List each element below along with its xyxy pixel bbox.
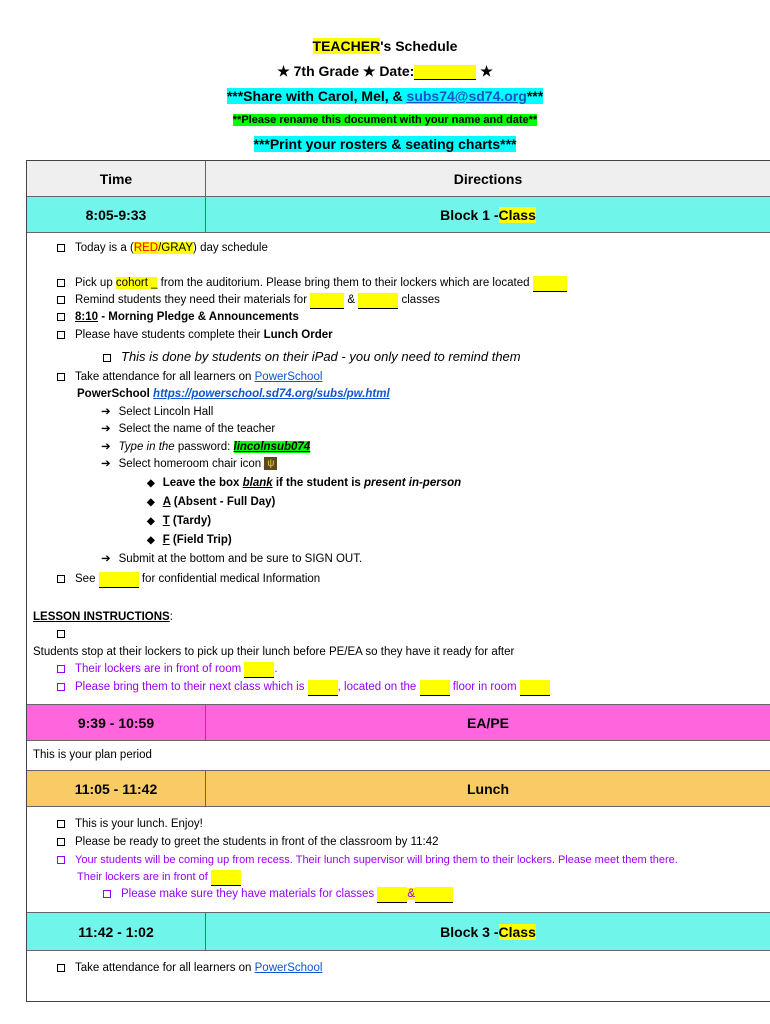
lesson-instructions-heading bbox=[33, 610, 173, 625]
lunch-item2-text: Please be ready to greet the students in front of the classroom by 11:42 bbox=[75, 836, 439, 848]
attendance-item bbox=[57, 370, 322, 385]
code-a-letter: A bbox=[162, 496, 171, 508]
checkbox[interactable] bbox=[57, 683, 65, 691]
lunch-prefix: Please have students complete their bbox=[75, 329, 264, 341]
lesson-colon: : bbox=[169, 611, 173, 623]
step-select-hall bbox=[101, 405, 213, 420]
arrow-right-icon: ➔ bbox=[101, 441, 111, 453]
diamond-bullet-icon: ◆ bbox=[147, 497, 155, 508]
share-email-link[interactable]: subs74@sd74.org bbox=[406, 88, 527, 104]
block1-class-label: Class bbox=[498, 206, 536, 223]
step-select-teacher bbox=[101, 422, 275, 437]
checkbox[interactable] bbox=[57, 279, 65, 287]
block1-title bbox=[205, 197, 770, 232]
share-line bbox=[0, 88, 770, 104]
ps-label: PowerSchool bbox=[77, 388, 154, 400]
cohort-label: cohort _ bbox=[115, 277, 158, 289]
block3-row bbox=[27, 913, 770, 951]
share-prefix: ***Share with Carol, Mel, & bbox=[226, 88, 407, 104]
lunch-item1-text: This is your lunch. Enjoy! bbox=[75, 818, 203, 830]
step4-text: Select homeroom chair icon bbox=[118, 458, 265, 470]
lunch-item-2 bbox=[57, 835, 439, 850]
arrow-right-icon: ➔ bbox=[101, 423, 111, 435]
pickup-item bbox=[57, 276, 567, 292]
checkbox[interactable] bbox=[103, 354, 111, 362]
remind-suffix: classes bbox=[398, 294, 440, 306]
ea-time: 9:39 - 10:59 bbox=[27, 705, 206, 740]
powerschool-url-link[interactable]: https://powerschool.sd74.org/subs/pw.html bbox=[153, 388, 390, 400]
slash: / bbox=[158, 242, 162, 254]
remind-prefix: Remind students they need their materials for bbox=[75, 294, 311, 306]
title-rest: 's Schedule bbox=[380, 38, 458, 54]
block1-body bbox=[27, 233, 770, 705]
see-prefix: See bbox=[75, 573, 99, 585]
pickup-suffix: from the auditorium. Please bring them to their lockers which are located bbox=[157, 277, 533, 289]
ea-row bbox=[27, 705, 770, 741]
rename-line bbox=[0, 114, 770, 126]
checkbox[interactable] bbox=[57, 630, 65, 638]
code-t-letter: T bbox=[162, 515, 170, 527]
lunch-item-3 bbox=[57, 853, 678, 868]
share-suffix: *** bbox=[526, 88, 544, 104]
table-header-row bbox=[27, 161, 770, 197]
ipad-item bbox=[103, 349, 521, 364]
lunch-body bbox=[27, 807, 770, 913]
room-blank bbox=[244, 662, 274, 678]
checkbox[interactable] bbox=[57, 313, 65, 321]
step1-text: Select Lincoln Hall bbox=[118, 406, 214, 418]
teacher-placeholder: TEACHER bbox=[312, 38, 381, 54]
directions-header: Directions bbox=[453, 170, 523, 187]
lunch-item3b-text: Their lockers are in front of bbox=[77, 871, 211, 883]
lunch-time: 11:05 - 11:42 bbox=[27, 771, 206, 806]
code-t-rest: (Tardy) bbox=[169, 515, 212, 527]
schedule-table bbox=[26, 160, 770, 1002]
medical-blank bbox=[99, 572, 139, 588]
block3-title-prefix: Block 3 - bbox=[440, 923, 499, 940]
class-blank-2 bbox=[415, 887, 453, 903]
checkbox[interactable] bbox=[57, 575, 65, 583]
rename-note: **Please rename this document with your name and date** bbox=[232, 114, 538, 126]
diamond-bullet-icon: ◆ bbox=[147, 535, 155, 546]
step3-mid: password: bbox=[174, 441, 234, 453]
step-chair-icon bbox=[101, 457, 277, 472]
lunch-item4-prefix: Please make sure they have materials for classes bbox=[121, 888, 378, 900]
star-icon: ★ bbox=[480, 63, 493, 79]
lunch-item-1 bbox=[57, 817, 203, 832]
step-password bbox=[101, 440, 310, 455]
lunch-order-label: Lunch Order bbox=[263, 329, 333, 341]
red-label: RED bbox=[133, 242, 159, 254]
next-class-b: , located on the bbox=[337, 681, 420, 693]
diamond-bullet-icon: ◆ bbox=[147, 516, 155, 527]
checkbox[interactable] bbox=[57, 820, 65, 828]
see-suffix: for confidential medical Information bbox=[138, 573, 321, 585]
gray-label: GRAY bbox=[161, 242, 194, 254]
locker-blank bbox=[533, 276, 567, 292]
pledge-item bbox=[57, 310, 299, 325]
material-blank-2 bbox=[358, 293, 398, 309]
step2-text: Select the name of the teacher bbox=[118, 423, 276, 435]
chair-icon: ψ bbox=[264, 457, 277, 470]
print-line bbox=[0, 136, 770, 152]
password-text: lincolnsub074 bbox=[233, 441, 311, 453]
checkbox[interactable] bbox=[57, 964, 65, 972]
code-field-trip bbox=[147, 533, 232, 548]
checkbox[interactable] bbox=[57, 838, 65, 846]
lesson-heading-text: LESSON INSTRUCTIONS bbox=[33, 611, 170, 623]
date-blank bbox=[414, 65, 476, 80]
grade-line: ★ 7th Grade ★ Date: bbox=[277, 63, 415, 79]
lockers-front-item bbox=[57, 662, 278, 678]
checkbox[interactable] bbox=[57, 244, 65, 252]
leave-italic: present in-person bbox=[364, 477, 462, 489]
day-prefix: Today is a ( bbox=[75, 242, 134, 254]
attend-prefix: Take attendance for all learners on bbox=[75, 371, 255, 383]
code-blank bbox=[147, 476, 461, 491]
class-blank-1 bbox=[377, 887, 407, 903]
block3-title bbox=[205, 913, 770, 950]
next-class-blank bbox=[308, 680, 338, 696]
time-header: Time bbox=[27, 161, 206, 196]
code-a-rest: (Absent - Full Day) bbox=[170, 496, 276, 508]
diamond-bullet-icon: ◆ bbox=[147, 478, 155, 489]
arrow-right-icon: ➔ bbox=[101, 553, 111, 565]
remind-item bbox=[57, 293, 440, 309]
lockers-front-text: Their lockers are in front of room bbox=[75, 663, 245, 675]
pickup-prefix: Pick up bbox=[75, 277, 116, 289]
locker-room-blank bbox=[211, 870, 241, 886]
lunch-item4-amp: & bbox=[407, 888, 415, 900]
leave-blank-word: blank bbox=[242, 477, 273, 489]
ea-body bbox=[27, 741, 770, 771]
pledge-rest: - Morning Pledge & Announcements bbox=[98, 311, 299, 323]
room-blank-2 bbox=[520, 680, 550, 696]
leave-prefix: Leave the box bbox=[162, 477, 243, 489]
arrow-right-icon: ➔ bbox=[101, 406, 111, 418]
checkbox[interactable] bbox=[103, 890, 111, 898]
lunch-item-3b bbox=[77, 870, 241, 886]
powerschool-link[interactable]: PowerSchool bbox=[254, 371, 323, 383]
checkbox[interactable] bbox=[57, 665, 65, 673]
leave-mid: if the student is bbox=[272, 477, 365, 489]
ea-title: EA/PE bbox=[466, 714, 509, 731]
block3-time: 11:42 - 1:02 bbox=[27, 913, 206, 950]
powerschool-url-line bbox=[77, 387, 390, 402]
amp: & bbox=[344, 294, 359, 306]
lesson-empty-item bbox=[57, 627, 75, 642]
lunch-row bbox=[27, 771, 770, 807]
grade-date-line bbox=[0, 63, 770, 80]
print-note: ***Print your rosters & seating charts*** bbox=[253, 136, 517, 152]
powerschool-link[interactable]: PowerSchool bbox=[254, 962, 323, 974]
lunch-title: Lunch bbox=[467, 780, 509, 797]
next-class-item bbox=[57, 680, 550, 696]
code-absent bbox=[147, 495, 275, 510]
step3-prefix: Type in the bbox=[118, 441, 175, 453]
lunch-order-item bbox=[57, 328, 333, 343]
arrow-right-icon: ➔ bbox=[101, 458, 111, 470]
block1-row bbox=[27, 197, 770, 233]
lockers-front-end: . bbox=[274, 663, 278, 675]
lunch-item3a-text: Your students will be coming up from recess. Their lunch supervisor will bring them to their lockers. Please meet them there. bbox=[75, 854, 678, 866]
next-class-c: floor in room bbox=[449, 681, 520, 693]
block3-attend-prefix: Take attendance for all learners on bbox=[75, 962, 255, 974]
floor-blank bbox=[420, 680, 450, 696]
checkbox[interactable] bbox=[57, 296, 65, 304]
pledge-time: 8:10 bbox=[75, 311, 99, 323]
plan-period-note: This is your plan period bbox=[33, 749, 152, 761]
block3-attendance-item bbox=[57, 961, 322, 976]
lunch-item-4 bbox=[103, 887, 453, 903]
day-schedule-item bbox=[57, 241, 268, 256]
code-f-letter: F bbox=[162, 534, 170, 546]
material-blank-1 bbox=[310, 293, 344, 309]
day-suffix: ) day schedule bbox=[193, 242, 268, 254]
ipad-note: This is done by students on their iPad - you only need to remind them bbox=[121, 349, 521, 364]
checkbox[interactable] bbox=[57, 373, 65, 381]
doc-title bbox=[0, 38, 770, 54]
checkbox[interactable] bbox=[57, 856, 65, 864]
medical-item bbox=[57, 572, 320, 588]
code-tardy bbox=[147, 514, 211, 529]
block3-body bbox=[27, 951, 770, 1001]
block3-class-label: Class bbox=[498, 923, 536, 940]
submit-text: Submit at the bottom and be sure to SIGN OUT. bbox=[118, 553, 363, 565]
block1-title-prefix: Block 1 - bbox=[440, 206, 499, 223]
block1-time: 8:05-9:33 bbox=[27, 197, 206, 232]
checkbox[interactable] bbox=[57, 331, 65, 339]
code-f-rest: (Field Trip) bbox=[169, 534, 232, 546]
next-class-a: Please bring them to their next class which is bbox=[75, 681, 308, 693]
step-submit bbox=[101, 552, 362, 567]
students-stop-note: Students stop at their lockers to pick up their lunch before PE/EA so they have it ready for after bbox=[33, 646, 515, 658]
